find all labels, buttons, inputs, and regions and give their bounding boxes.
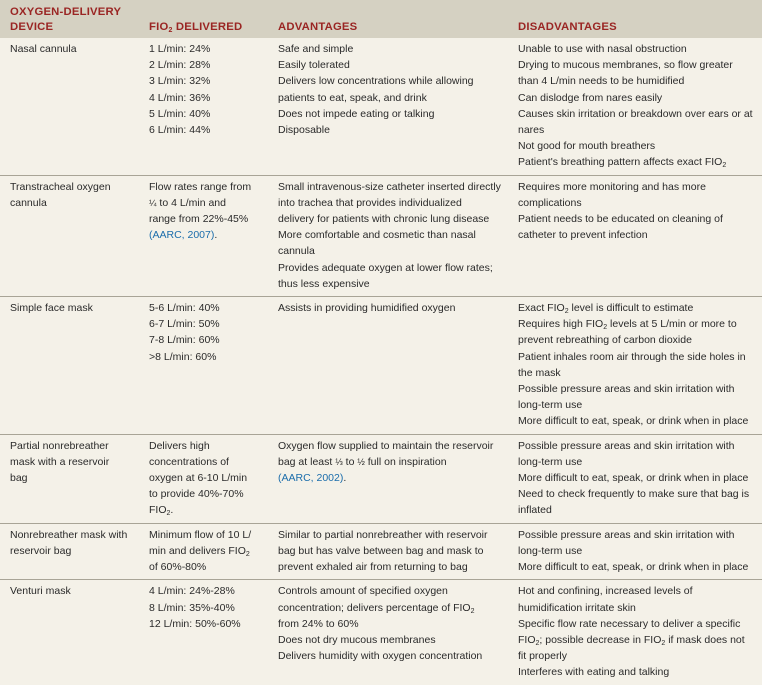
advantage-line: Easily tolerated [278,59,350,72]
disadvantage-item [518,583,758,615]
advantage-line: More comfortable and cosmetic than nasal [278,229,476,242]
fio2-line: 5 L/min: 40% [149,107,211,120]
disadvantage-item [518,300,758,316]
advantages-cell [268,523,508,580]
advantage-line: into trachea that provides individualized [278,196,462,209]
device-cell [0,434,139,523]
fio2-line: 3 L/min: 32% [149,75,211,88]
advantage-line: Delivers low concentrations while allowing [278,75,474,88]
disadvantage-item [518,138,758,154]
fio2-line: >8 L/min: 60% [149,350,217,363]
advantage-item [278,632,504,648]
fio2-cell [139,580,268,685]
advantage-line: bag at least ⅓ to ½ full on inspiration [278,455,447,468]
device-name-line: mask with a reservoir [10,455,110,468]
advantage-item [278,57,504,73]
device-name-line: Venturi mask [10,585,71,598]
fio2-line: ¼ to 4 L/min and [149,196,226,209]
fio2-line: (AARC, 2007). [149,229,218,242]
disadvantage-line: Hot and confining, increased levels of [518,585,693,598]
advantages-cell [268,297,508,435]
disadvantage-item [518,438,758,470]
fio2-line: Flow rates range from [149,180,252,193]
header-row [0,0,762,38]
fio2-line: 6-7 L/min: 50% [149,318,220,331]
disadvantage-line: More difficult to eat, speak, or drink when in place [518,415,749,428]
advantage-line: thus less expensive [278,277,370,290]
fio2-line: 7-8 L/min: 60% [149,334,220,347]
disadvantage-line: humidification irritate skin [518,601,636,614]
disadvantage-line: Can dislodge from nares easily [518,91,663,104]
advantage-item [278,438,504,487]
disadvantage-item [518,90,758,106]
advantages-cell [268,580,508,685]
disadvantage-item [518,106,758,138]
advantage-line: Safe and simple [278,43,354,55]
device-name-line: Simple face mask [10,302,93,315]
disadvantage-line: Patient needs to be educated on cleaning of [518,213,723,226]
disadvantage-line: Drying to mucous membranes, so flow greater [518,59,733,72]
advantage-line: (AARC, 2002). [278,472,347,485]
device-name-line: reservoir bag [10,544,72,557]
disadvantage-line: Exact $FIO_2$ level is difficult to estimate [518,302,694,316]
disadvantage-item [518,381,758,413]
disadvantage-line: inflated [518,504,552,517]
advantages-cell [268,434,508,523]
advantage-item [278,300,504,316]
fio2-line: to provide 40%-70% [149,488,244,501]
advantage-line: Provides adequate oxygen at lower flow rates; [278,261,493,274]
disadvantage-line: Need to check frequently to make sure that bag is [518,488,750,501]
disadvantages-cell [508,434,762,523]
disadvantage-item [518,470,758,486]
device-name-line: Nonrebreather mask with [10,528,128,541]
advantage-item [278,227,504,259]
advantages-cell [268,38,508,175]
fio2-line: concentrations of [149,455,229,468]
device-cell [0,38,139,175]
advantage-line: Does not dry mucous membranes [278,633,436,646]
table-row [0,523,762,580]
advantage-line: bag but has valve between bag and mask to [278,544,484,557]
disadvantages-cell [508,523,762,580]
disadvantage-line: Causes skin irritation or breakdown over ears or at [518,107,753,120]
disadvantage-line: long-term use [518,455,583,468]
header-device: OXYGEN-DELIVERY DEVICE [0,0,139,38]
fio2-cell [139,175,268,296]
disadvantage-line: More difficult to eat, speak, or drink when in place [518,472,749,485]
disadvantage-item [518,486,758,518]
advantage-item [278,122,504,138]
fio2-cell [139,523,268,580]
fio2-line: Minimum flow of 10 L/ [149,528,252,541]
disadvantage-item [518,57,758,89]
fio2-line: Delivers high [149,439,210,452]
advantage-line: Does not impede eating or talking [278,107,435,120]
disadvantage-line: complications [518,196,582,209]
advantage-item [278,41,504,57]
advantage-line: Controls amount of specified oxygen [278,585,448,598]
disadvantage-item [518,664,758,680]
advantage-item [278,260,504,292]
device-name-line: Partial nonrebreather [10,439,109,452]
fio2-cell [139,434,268,523]
fio2-line: 6 L/min: 44% [149,124,211,137]
disadvantage-line: Patient inhales room air through the side holes in [518,350,746,363]
table-row [0,175,762,296]
fio2-cell [139,38,268,175]
disadvantage-line: than 4 L/min needs to be humidified [518,75,685,88]
disadvantage-item [518,527,758,559]
disadvantage-item [518,211,758,243]
advantage-item [278,583,504,632]
device-name-line: bag [10,472,28,485]
disadvantage-item [518,413,758,429]
device-name-line: Nasal cannula [10,43,77,55]
fio2-line: of 60%-80% [149,561,207,574]
disadvantage-line: long-term use [518,544,583,557]
citation-link[interactable]: (AARC, 2007) [149,229,215,242]
disadvantage-line: nares [518,124,545,137]
device-cell [0,580,139,685]
advantage-line: concentration; delivers percentage of $FIO_2$ [278,601,475,615]
disadvantage-line: Interferes with eating and talking [518,666,670,679]
advantage-line: Similar to partial nonrebreather with reservoir [278,528,488,541]
disadvantage-line: the mask [518,366,561,379]
device-name-line: Transtracheal oxygen [10,180,111,193]
advantage-line: from 24% to 60% [278,617,359,630]
disadvantage-line: $FIO_2$; possible decrease in $FIO_2$ if mask does not [518,633,745,647]
disadvantage-line: Possible pressure areas and skin irritation with [518,383,735,396]
disadvantages-cell [508,175,762,296]
disadvantage-line: Possible pressure areas and skin irritation with [518,439,735,452]
fio2-line: min and delivers $FIO_2$ [149,544,250,558]
disadvantage-line: Requires high $FIO_2$ levels at 5 L/min or more to [518,318,737,332]
advantage-item [278,648,504,664]
fio2-line: 5-6 L/min: 40% [149,302,220,315]
advantage-line: patients to eat, speak, and drink [278,91,427,104]
advantage-line: Delivers humidity with oxygen concentration [278,650,483,663]
advantage-item [278,179,504,228]
disadvantage-item [518,559,758,575]
fio2-line: 4 L/min: 24%-28% [149,585,235,598]
advantage-line: Oxygen flow supplied to maintain the reservoir [278,439,494,452]
disadvantage-line: Not good for mouth breathers [518,140,656,153]
header-fio2: $FIO_2$ DELIVERED [139,0,268,38]
disadvantage-line: More difficult to eat, speak, or drink when in place [518,561,749,574]
table-row [0,297,762,435]
advantage-item [278,527,504,576]
fio2-line: 4 L/min: 36% [149,91,211,104]
table-row [0,434,762,523]
fio2-line: 12 L/min: 50%-60% [149,617,241,630]
disadvantage-line: Patient's breathing pattern affects exact $FIO_2$ [518,156,727,170]
citation-link[interactable]: (AARC, 2002) [278,472,344,485]
disadvantage-item [518,349,758,381]
disadvantage-item [518,179,758,211]
disadvantage-line: Requires more monitoring and has more [518,180,706,193]
table-body [0,38,762,685]
header-advantages: ADVANTAGES [268,0,508,38]
device-cell [0,523,139,580]
fio2-line: 2 L/min: 28% [149,59,211,72]
disadvantage-line: fit properly [518,650,568,663]
advantage-line: cannula [278,245,315,258]
fio2-line: $FIO_2$. [149,504,174,518]
advantage-item [278,73,504,105]
fio2-line: oxygen at 6-10 L/min [149,472,248,485]
advantage-line: delivery for patients with chronic lung disease [278,213,490,226]
advantage-item [278,106,504,122]
disadvantage-line: Specific flow rate necessary to deliver a specific [518,617,741,630]
disadvantage-item [518,616,758,665]
table-row [0,580,762,685]
disadvantage-line: prevent rebreathing of carbon dioxide [518,334,692,347]
fio2-line: range from 22%-45% [149,213,249,226]
disadvantage-line: catheter to prevent infection [518,229,648,242]
advantage-line: Disposable [278,124,330,137]
header-disadvantages: DISADVANTAGES [508,0,762,38]
advantages-cell [268,175,508,296]
disadvantage-item [518,41,758,57]
device-cell [0,175,139,296]
disadvantage-item [518,316,758,348]
disadvantages-cell [508,38,762,175]
disadvantage-line: long-term use [518,399,583,412]
fio2-line: 1 L/min: 24% [149,43,211,55]
fio2-line: 8 L/min: 35%-40% [149,601,235,614]
advantage-line: Assists in providing humidified oxygen [278,302,456,315]
fio2-cell [139,297,268,435]
disadvantage-item [518,154,758,170]
disadvantages-cell [508,297,762,435]
device-name-line: cannula [10,196,47,209]
disadvantage-line: Unable to use with nasal obstruction [518,43,687,55]
disadvantages-cell [508,580,762,685]
advantage-line: Small intravenous-size catheter inserted directly [278,180,501,193]
disadvantage-line: Possible pressure areas and skin irritation with [518,528,735,541]
advantage-line: prevent exhaled air from returning to bag [278,561,468,574]
table-row [0,38,762,175]
device-cell [0,297,139,435]
